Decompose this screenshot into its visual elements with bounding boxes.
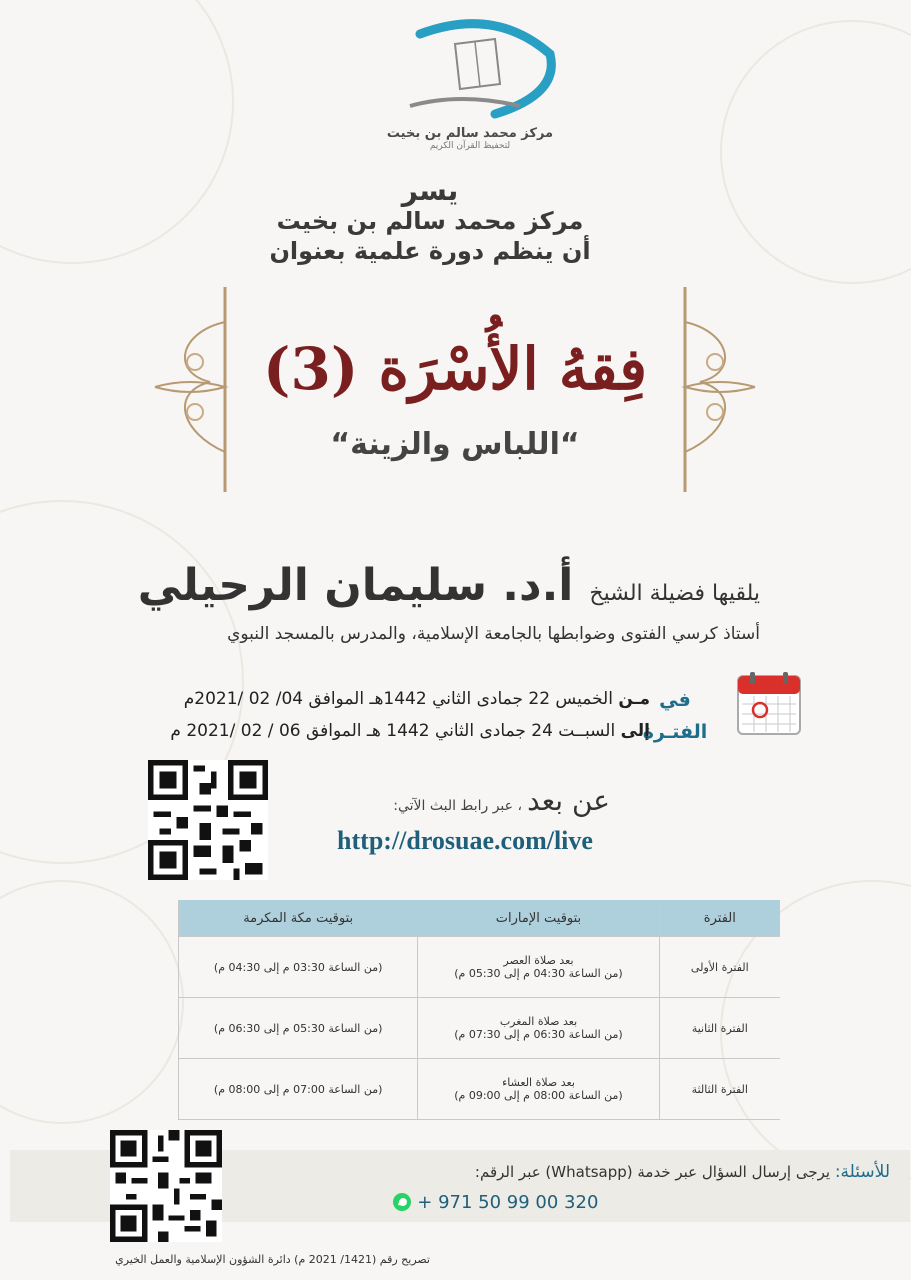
- remote-info: [320, 784, 610, 817]
- to-word: إلى: [620, 721, 650, 741]
- uae-title: بعد صلاة المغرب: [499, 1015, 578, 1028]
- row-makkah: (من الساعة 07:00 م إلى 08:00 م): [179, 1059, 418, 1120]
- course-title: فِقهُ الأُسْرَة (3): [263, 335, 647, 403]
- remote-subtitle: ، عبر رابط البث الآتي:: [393, 798, 522, 814]
- whatsapp-phone[interactable]: [380, 1192, 610, 1213]
- speaker-description: أستاذ كرسي الفتوى وضوابطها بالجامعة الإسلامية، والمدرس بالمسجد النبوي: [227, 624, 760, 644]
- row-uae: [418, 1059, 659, 1120]
- uae-title: بعد صلاة العصر: [503, 954, 574, 967]
- from-text: الخميس 22 جمادى الثاني 1442هـ الموافق 04/ 02 /2021م: [183, 689, 613, 709]
- period-label-line-2: الفتـرة: [642, 721, 708, 743]
- permit-text: تصريح رقم (1421/ 2021 م) دائرة الشؤون الإسلامية والعمل الخيري: [115, 1253, 430, 1266]
- period-to: [90, 715, 650, 747]
- speaker-name: أ.د. سليمان الرحيلي: [137, 560, 574, 611]
- background-ornament: [720, 20, 911, 284]
- header-period: الفترة: [659, 900, 780, 937]
- whatsapp-icon: [392, 1192, 412, 1212]
- table-row: [179, 937, 781, 998]
- logo-name: مركز محمد سالم بن بخيت: [386, 126, 554, 141]
- to-text: السبــت 24 جمادى الثاني 1442 هـ الموافق 06 / 02 /2021 م: [170, 721, 616, 741]
- speaker-prefix: يلقيها فضيلة الشيخ: [589, 581, 760, 606]
- qr-code-live[interactable]: [148, 760, 268, 880]
- course-subtitle: “اللباس والزينة“: [330, 427, 580, 462]
- period-dates: [90, 683, 650, 747]
- row-period: الفترة الأولى: [659, 937, 780, 998]
- row-uae: [418, 937, 659, 998]
- background-ornament: [0, 0, 234, 264]
- schedule-table: [178, 900, 780, 1120]
- logo-emblem: [400, 14, 560, 126]
- intro-line-2: مركز محمد سالم بن بخيت: [276, 207, 584, 235]
- intro-text: [240, 176, 620, 266]
- remote-title: عن بعد: [527, 784, 610, 817]
- from-word: مـن: [618, 689, 650, 709]
- logo-subtitle: لتحفيظ القرآن الكريم: [429, 141, 511, 151]
- calendar-icon: [736, 670, 802, 736]
- uae-title: بعد صلاة العشاء: [502, 1076, 575, 1089]
- table-header-row: [179, 900, 781, 937]
- row-makkah: (من الساعة 03:30 م إلى 04:30 م): [179, 937, 418, 998]
- period-label: [640, 684, 710, 748]
- logo-text: [380, 126, 560, 151]
- row-period: الفترة الثانية: [659, 998, 780, 1059]
- row-makkah: (من الساعة 05:30 م إلى 06:30 م): [179, 998, 418, 1059]
- uae-time: (من الساعة 08:00 م إلى 09:00 م): [454, 1089, 623, 1102]
- row-period: الفترة الثالثة: [659, 1059, 780, 1120]
- phone-number: + 971 50 99 00 320: [417, 1192, 599, 1213]
- questions-text: يرجى إرسال السؤال عبر خدمة (Whatsapp) عبر الرقم:: [474, 1163, 831, 1181]
- period-label-line-1: في: [659, 689, 691, 711]
- uae-time: (من الساعة 06:30 م إلى 07:30 م): [454, 1028, 623, 1041]
- left-ornament: [150, 282, 235, 497]
- intro-line-1: يسر: [401, 174, 459, 207]
- header-uae: بتوقيت الإمارات: [418, 900, 659, 937]
- uae-time: (من الساعة 04:30 م إلى 05:30 م): [454, 967, 623, 980]
- questions-line: [300, 1162, 890, 1182]
- speaker-line: [90, 560, 760, 611]
- table-row: [179, 1059, 781, 1120]
- header-makkah: بتوقيت مكة المكرمة: [179, 900, 418, 937]
- intro-line-3: أن ينظم دورة علمية بعنوان: [269, 237, 591, 265]
- background-ornament: [0, 880, 184, 1124]
- questions-label: للأسئلة:: [834, 1162, 890, 1182]
- qr-code-whatsapp[interactable]: [110, 1130, 222, 1242]
- period-from: [90, 683, 650, 715]
- right-ornament: [675, 282, 760, 497]
- row-uae: [418, 998, 659, 1059]
- table-row: [179, 998, 781, 1059]
- live-stream-link[interactable]: http://drosuae.com/live: [337, 826, 593, 855]
